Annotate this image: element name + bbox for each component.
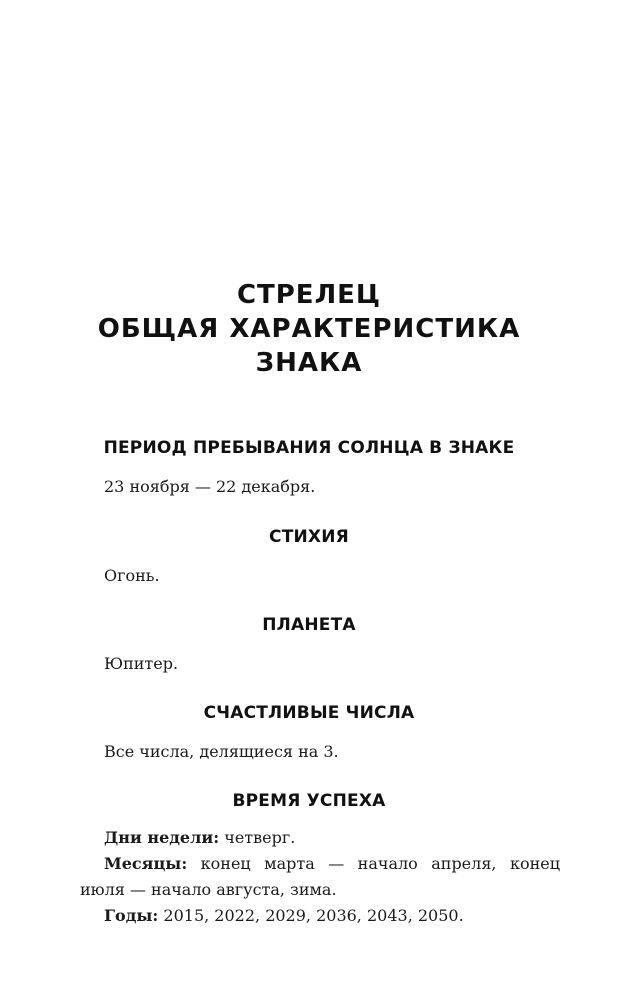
heading-period: ПЕРИОД ПРЕБЫВАНИЯ СОЛНЦА В ЗНАКЕ	[103, 438, 515, 458]
label-years: Годы:	[104, 906, 159, 925]
text-period: 23 ноября — 22 декабря.	[104, 477, 316, 496]
text-months	[80, 851, 560, 903]
heading-lucky-numbers: СЧАСТЛИВЫЕ ЧИСЛА	[203, 703, 415, 723]
chapter-title-line-3: ЗНАКА	[255, 348, 363, 378]
label-weekdays: Дни недели:	[104, 828, 220, 847]
value-months-2: июля — начало августа, зима.	[80, 880, 337, 899]
value-years: 2015, 2022, 2029, 2036, 2043, 2050.	[158, 906, 464, 925]
heading-element: СТИХИЯ	[269, 527, 349, 547]
text-weekdays	[104, 825, 560, 851]
months-line-1	[80, 851, 560, 877]
value-months-1: конец марта — начало апреля, конец	[187, 854, 560, 873]
text-element: Огонь.	[104, 566, 160, 585]
chapter-title-line-1: СТРЕЛЕЦ	[236, 280, 382, 310]
heading-planet: ПЛАНЕТА	[262, 615, 356, 635]
chapter-title	[0, 278, 618, 380]
text-years	[104, 903, 560, 929]
heading-success-time: ВРЕМЯ УСПЕХА	[232, 791, 386, 811]
label-months: Месяцы:	[104, 854, 188, 873]
chapter-title-line-2: ОБЩАЯ ХАРАКТЕРИСТИКА	[97, 314, 521, 344]
text-planet: Юпитер.	[104, 654, 179, 673]
text-lucky-numbers: Все числа, делящиеся на 3.	[104, 742, 339, 761]
value-weekdays: четверг.	[219, 828, 296, 847]
